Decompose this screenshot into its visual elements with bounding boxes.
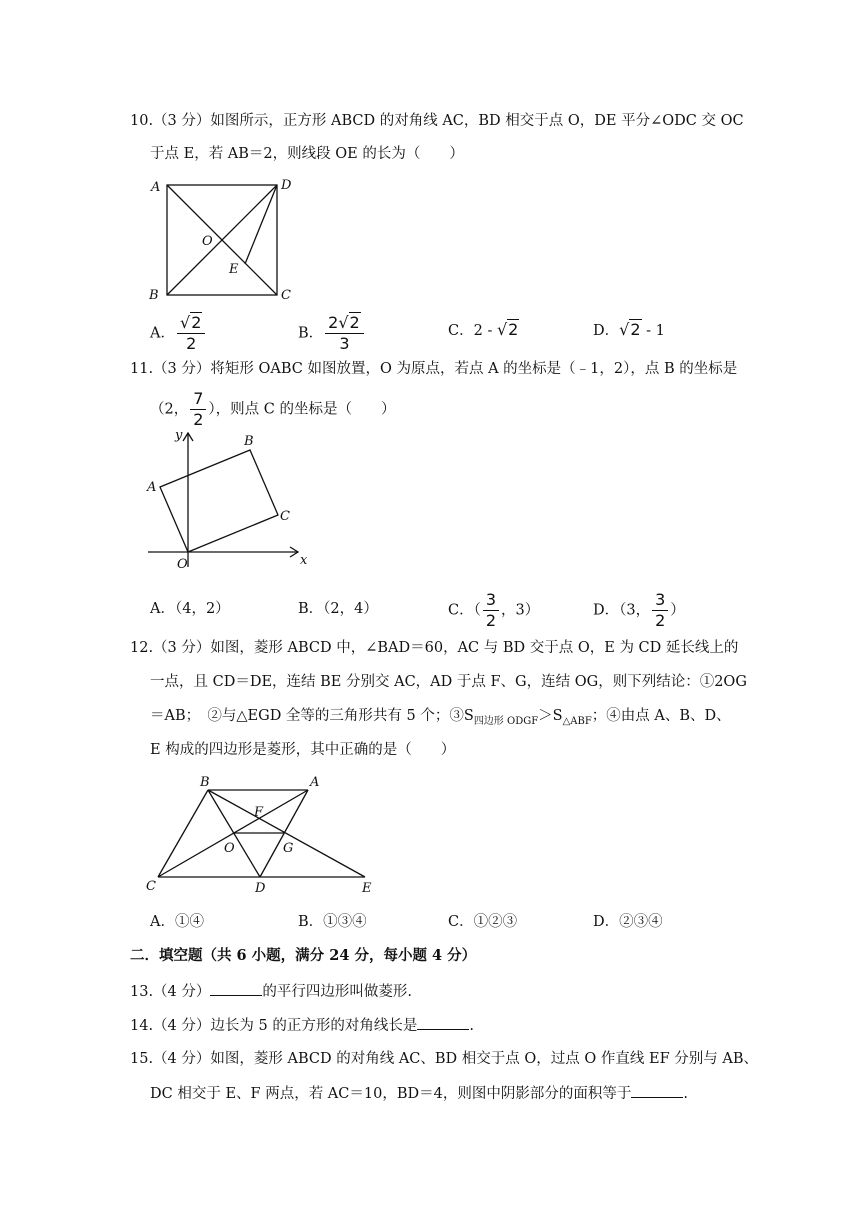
q12-label-g: G <box>283 841 294 856</box>
q15-answer-blank[interactable] <box>631 1082 683 1098</box>
q14-answer-blank[interactable] <box>417 1014 469 1030</box>
q11-label-a: A <box>147 480 157 495</box>
q10-option-d[interactable]: D．√2 - 1 <box>593 320 665 339</box>
q11-label-b: B <box>244 434 254 449</box>
section2-heading: 二．填空题（共 6 小题，满分 24 分，每小题 4 分） <box>130 947 477 964</box>
q11-option-d[interactable]: D．（3， $\frac{3}{2}$ ） <box>593 590 685 630</box>
q12-segment-bc <box>158 790 208 877</box>
q12-text-line1: 12.（3 分）如图，菱形 ABCD 中，∠BAD＝60，AC 与 BD 交于点 O，E 为 CD 延长线上的 <box>130 640 739 656</box>
q10-segment-de <box>245 185 277 264</box>
q10-text-line1: 10.（3 分）如图所示，正方形 ABCD 的对角线 AC，BD 相交于点 O，DE 平分∠ODC 交 OC <box>130 113 744 129</box>
q11-label-c: C <box>280 509 290 524</box>
q10-label-a: A <box>151 180 161 195</box>
q10-square-figure <box>145 175 305 305</box>
q11-rectangle-oabc <box>160 450 278 552</box>
q12-option-a[interactable]: A．①④ <box>150 914 204 930</box>
q12-label-c: C <box>146 879 156 894</box>
q12-label-d: D <box>255 881 266 896</box>
q12-option-c[interactable]: C．①②③ <box>448 914 518 930</box>
q12-label-e: E <box>362 881 372 896</box>
q12-label-b: B <box>200 775 210 790</box>
q13-text: 13.（4 分） 的平行四边形叫做菱形. <box>130 980 412 1003</box>
q11-coordinate-figure <box>140 425 320 575</box>
q15-text-line2: DC 相交于 E、F 两点，若 AC＝10，BD＝4，则图中阴影部分的面积等于 . <box>150 1082 688 1105</box>
q10-label-b: B <box>149 288 159 303</box>
q12-option-b[interactable]: B．①③④ <box>298 914 367 930</box>
q10-label-e: E <box>229 262 239 277</box>
q12-label-a: A <box>310 775 320 790</box>
q12-label-o: O <box>224 841 235 856</box>
q12-text-line2: 一点，且 CD＝DE，连结 BE 分别交 AC，AD 于点 F、G，连结 OG，则下列结论：①2OG <box>150 674 747 690</box>
q12-text-line4: E 构成的四边形是菱形，其中正确的是（ ） <box>150 742 456 758</box>
q12-rhombus-figure <box>140 772 385 897</box>
q11-text-line2: （2， $\frac{7}{2}$ ），则点 C 的坐标是（ ） <box>150 389 396 429</box>
q10-label-c: C <box>281 288 291 303</box>
q12-text-line3: ＝AB； ②与△EGD 全等的三角形共有 5 个；$③S_{四边形 ODGF}>S_{\triangle ABF}$；④由点 A、B、D、 <box>150 708 731 727</box>
q11-label-x: x <box>300 553 308 568</box>
q10-text-line2: 于点 E，若 AB＝2，则线段 OE 的长为（ ） <box>150 146 464 162</box>
q10-label-o: O <box>202 234 213 249</box>
q10-option-b[interactable]: B． $\frac{2√2}{3}$ <box>298 315 366 352</box>
q11-option-c[interactable]: C．（ $\frac{3}{2}$ ，3） <box>448 590 540 630</box>
q10-option-c[interactable]: C．2 - √2 <box>448 320 519 339</box>
q11-text-line1: 11.（3 分）将矩形 OABC 如图放置，O 为原点，若点 A 的坐标是（﹣1，2），点 B 的坐标是 <box>130 361 738 377</box>
q12-label-f: F <box>254 805 264 820</box>
q13-answer-blank[interactable] <box>210 980 262 996</box>
q14-text: 14.（4 分）边长为 5 的正方形的对角线长是 . <box>130 1014 474 1037</box>
q15-text-line1: 15.（4 分）如图，菱形 ABCD 的对角线 AC、BD 相交于点 O，过点 O 作直线 EF 分别与 AB、 <box>130 1051 758 1067</box>
q10-option-a[interactable]: A． $\frac{√2}{2}$ <box>150 315 207 352</box>
q10-label-d: D <box>281 178 292 193</box>
q11-label-o: O <box>177 557 188 572</box>
q11-option-b[interactable]: B．（2，4） <box>298 601 378 617</box>
q11-label-y: y <box>175 428 183 443</box>
q12-option-d[interactable]: D．②③④ <box>593 914 663 930</box>
q11-option-a[interactable]: A．（4，2） <box>150 601 230 617</box>
